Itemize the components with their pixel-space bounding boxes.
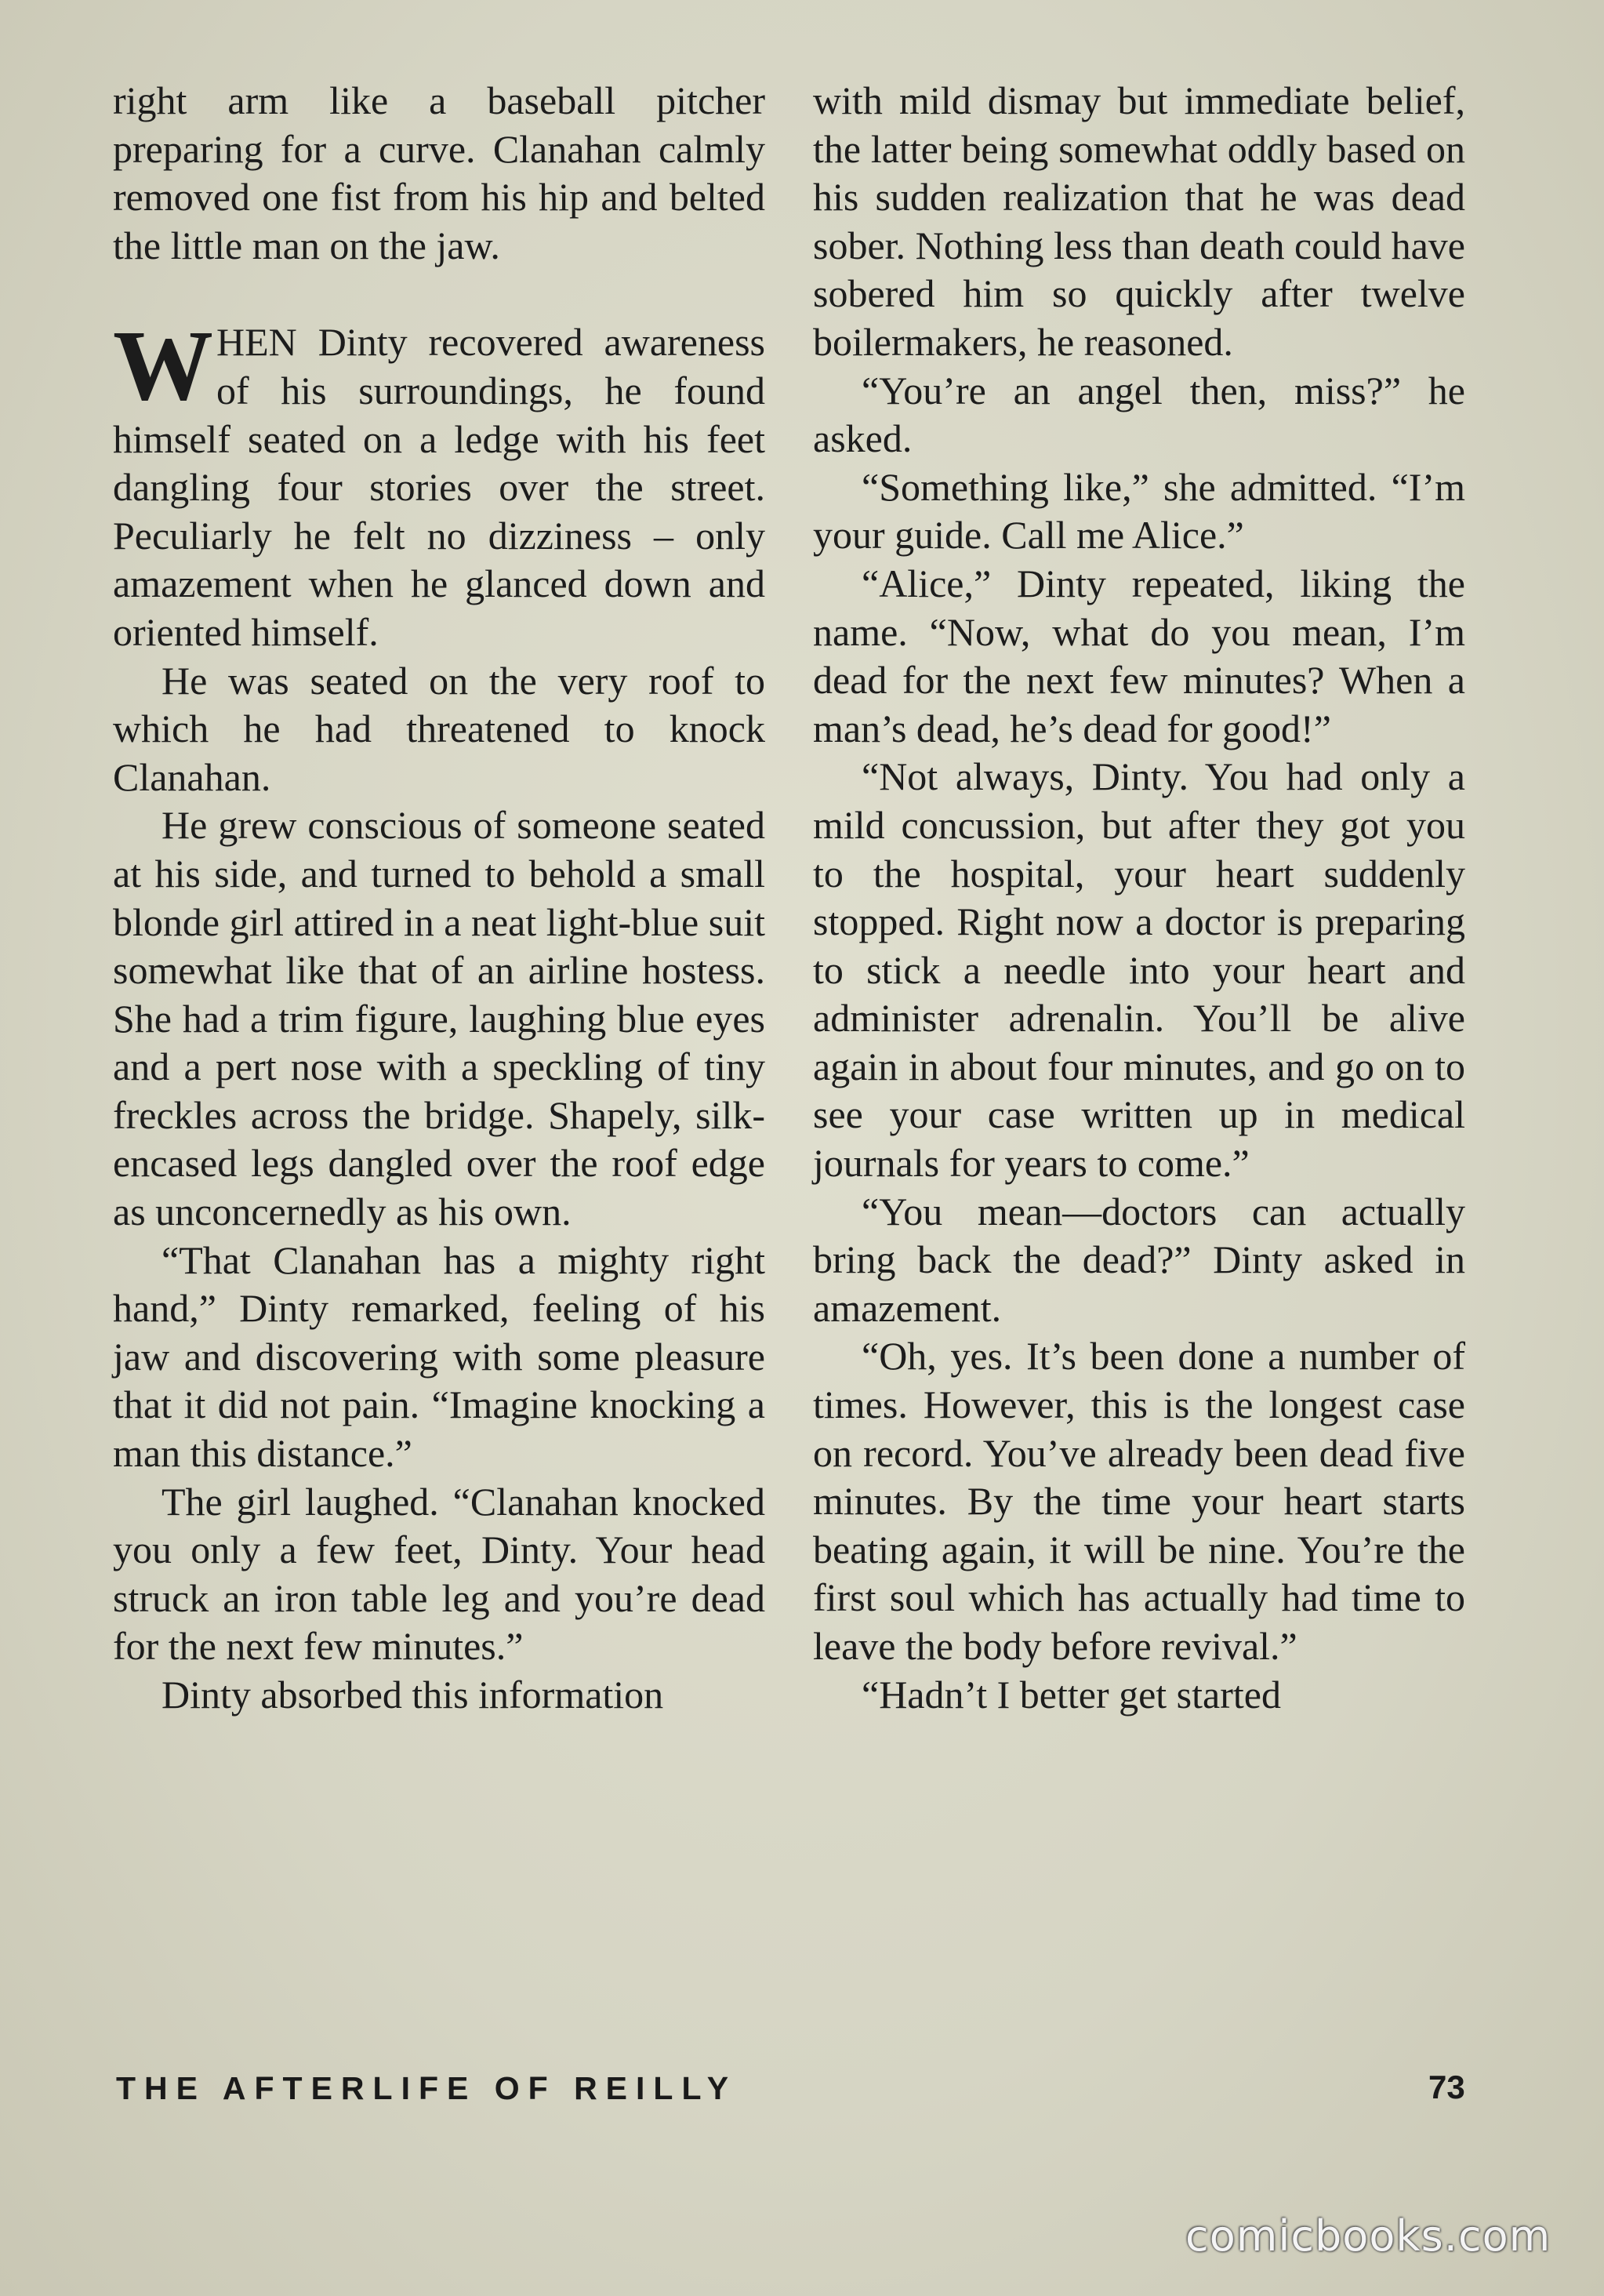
paragraph: with mild dismay but immediate belief, the latter being somewhat oddly based on his sudden realization that he was dead sober. Nothing less than death could have sobered him so quickly after twelve boilermakers, he reasoned. bbox=[813, 78, 1465, 364]
paragraph: “Hadn’t I better get started bbox=[862, 1672, 1281, 1717]
paragraph: He was seated on the very roof to which he had threatened to knock Clanahan. bbox=[113, 658, 765, 799]
paragraph: “You mean—doctors can actually bring back the dead?” Dinty asked in amazement. bbox=[813, 1189, 1465, 1330]
drop-cap: W bbox=[113, 310, 213, 422]
paragraph: The girl laughed. “Clanahan knocked you only a few feet, Dinty. Your head struck an iron table leg and you’re dead for the next few minutes.” bbox=[113, 1479, 765, 1669]
paragraph: “Oh, yes. It’s been done a number of times. However, this is the longest case on record. You’ve already been dead five minutes. By the time your heart starts beating again, it will be nine. You’re the first soul which has actually had time to leave the body before revival.” bbox=[813, 1334, 1465, 1668]
running-footer-title: THE AFTERLIFE OF REILLY bbox=[116, 2070, 738, 2106]
paragraph: “Something like,” she admitted. “I’m your guide. Call me Alice.” bbox=[813, 464, 1465, 558]
right-column bbox=[813, 77, 1465, 1719]
page-number: 73 bbox=[1428, 2069, 1465, 2105]
paragraph: Dinty absorbed this information bbox=[161, 1673, 664, 1717]
left-column bbox=[113, 77, 765, 1720]
watermark: comicbooks.com bbox=[1185, 2211, 1551, 2261]
paragraph: “That Clanahan has a mighty right hand,” Dinty remarked, feeling of his jaw and discovering with some pleasure that it did not pain. “Imagine knocking a man this distance.” bbox=[113, 1237, 765, 1476]
paragraph: “You’re an angel then, miss?” he asked. bbox=[813, 368, 1465, 461]
paragraph: He grew conscious of someone seated at his side, and turned to behold a small blonde girl attired in a neat light-blue suit somewhat like that of an airline hostess. She had a trim figure, laughing blue eyes and a pert nose with a speckling of tiny freckles across the bridge. Shapely, silk-encased legs dangled over the roof edge as unconcernedly as his own. bbox=[113, 803, 765, 1234]
paragraph: right arm like a baseball pitcher preparing for a curve. Clanahan calmly removed one fist from his hip and belted the little man on the jaw. bbox=[113, 78, 765, 267]
paragraph-with-drop-cap bbox=[113, 310, 765, 656]
paragraph: “Not always, Dinty. You had only a mild concussion, but after they got you to the hospital, your heart suddenly stopped. Right now a doctor is preparing to stick a needle into your heart and administer adrenalin. You’ll be alive again in about four minutes, and go on to see your case written up in medical journals for years to come.” bbox=[813, 754, 1465, 1186]
paragraph: “Alice,” Dinty repeated, liking the name. “Now, what do you mean, I’m dead for the next few minutes? When a man’s dead, he’s dead for good!” bbox=[813, 561, 1465, 750]
paragraph-text: HEN Dinty recovered awareness of his surroundings, he found himself seated on a ledge with his feet dangling four stories over the street. Peculiarly he felt no dizziness – only amazement when he glanced down and oriented himself. bbox=[113, 320, 765, 654]
